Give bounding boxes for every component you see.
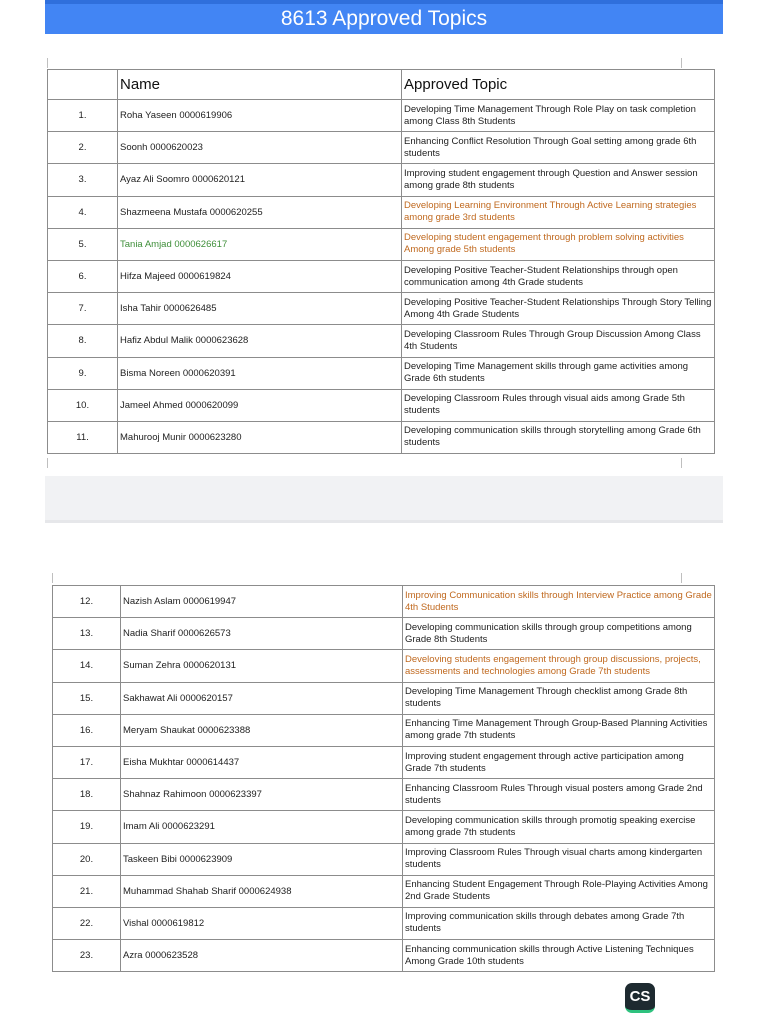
row-number: 13. xyxy=(53,618,121,650)
approved-topic: Enhancing Time Management Through Group-Based Planning Activities among grade 7th students xyxy=(403,714,715,746)
student-name: Soonh 0000620023 xyxy=(118,132,402,164)
student-name: Shazmeena Mustafa 0000620255 xyxy=(118,196,402,228)
row-number: 20. xyxy=(53,843,121,875)
corner-mark xyxy=(681,458,682,468)
table-row xyxy=(48,260,715,292)
approved-topic: Enhancing Student Engagement Through Role-Playing Activities Among 2nd Grade Students xyxy=(403,875,715,907)
table-row xyxy=(48,164,715,196)
table-row xyxy=(53,779,715,811)
table-row xyxy=(48,293,715,325)
approved-topic: Improving Communication skills through Interview Practice among Grade 4th Students xyxy=(403,586,715,618)
topics-table-page-1 xyxy=(47,69,715,454)
approved-topic: Enhancing Conflict Resolution Through Goal setting among grade 6th students xyxy=(402,132,715,164)
corner-mark xyxy=(681,573,682,583)
table-row xyxy=(48,196,715,228)
row-number: 14. xyxy=(53,650,121,682)
table-row xyxy=(53,940,715,972)
student-name: Mahurooj Munir 0000623280 xyxy=(118,421,402,453)
row-number: 9. xyxy=(48,357,118,389)
approved-topic: Developing communication skills through promotig speaking exercise among grade 7th students xyxy=(403,811,715,843)
student-name: Isha Tahir 0000626485 xyxy=(118,293,402,325)
student-name: Suman Zehra 0000620131 xyxy=(121,650,403,682)
row-number: 22. xyxy=(53,907,121,939)
row-number: 11. xyxy=(48,421,118,453)
row-number: 6. xyxy=(48,260,118,292)
approved-topic: Enhancing communication skills through Active Listening Techniques Among Grade 10th students xyxy=(403,940,715,972)
table-row xyxy=(48,228,715,260)
student-name: Jameel Ahmed 0000620099 xyxy=(118,389,402,421)
approved-topic: Improving communication skills through debates among Grade 7th students xyxy=(403,907,715,939)
table-row xyxy=(48,100,715,132)
row-number: 16. xyxy=(53,714,121,746)
corner-mark xyxy=(52,573,53,583)
table-row xyxy=(48,325,715,357)
document-title: 8613 Approved Topics xyxy=(45,0,723,34)
student-name: Taskeen Bibi 0000623909 xyxy=(121,843,403,875)
table-row xyxy=(53,811,715,843)
student-name: Bisma Noreen 0000620391 xyxy=(118,357,402,389)
approved-topic: Improving student engagement through Question and Answer session among grade 8th students xyxy=(402,164,715,196)
approved-topic: Improving Classroom Rules Through visual charts among kindergarten students xyxy=(403,843,715,875)
row-number: 15. xyxy=(53,682,121,714)
student-name: Vishal 0000619812 xyxy=(121,907,403,939)
approved-topic: Developing communication skills through storytelling among Grade 6th students xyxy=(402,421,715,453)
student-name: Imam Ali 0000623291 xyxy=(121,811,403,843)
row-number: 4. xyxy=(48,196,118,228)
corner-mark xyxy=(47,58,48,68)
student-name: Nadia Sharif 0000626573 xyxy=(121,618,403,650)
table-row xyxy=(48,421,715,453)
student-name: Tania Amjad 0000626617 xyxy=(118,228,402,260)
student-name: Hifza Majeed 0000619824 xyxy=(118,260,402,292)
row-number: 23. xyxy=(53,940,121,972)
approved-topic: Developing Positive Teacher-Student Relationships through open communication among 4th Grade students xyxy=(402,260,715,292)
row-number: 17. xyxy=(53,746,121,778)
student-name: Ayaz Ali Soomro 0000620121 xyxy=(118,164,402,196)
table-row xyxy=(53,714,715,746)
row-number: 1. xyxy=(48,100,118,132)
approved-topic: Developing student engagement through problem solving activities Among grade 5th students xyxy=(402,228,715,260)
student-name: Azra 0000623528 xyxy=(121,940,403,972)
page-gap xyxy=(45,476,723,522)
approved-topic: Developing Time Management Through checklist among Grade 8th students xyxy=(403,682,715,714)
student-name: Sakhawat Ali 0000620157 xyxy=(121,682,403,714)
approved-topic: Improving student engagement through active participation among Grade 7th students xyxy=(403,746,715,778)
student-name: Shahnaz Rahimoon 0000623397 xyxy=(121,779,403,811)
table-row xyxy=(53,746,715,778)
approved-topic: Enhancing Classroom Rules Through visual posters among Grade 2nd students xyxy=(403,779,715,811)
table-row xyxy=(53,682,715,714)
row-number: 2. xyxy=(48,132,118,164)
corner-mark xyxy=(681,58,682,68)
student-name: Muhammad Shahab Sharif 0000624938 xyxy=(121,875,403,907)
approved-topic: Developing Time Management Through Role Play on task completion among Class 8th Students xyxy=(402,100,715,132)
approved-topic: Developing Time Management skills through game activities among Grade 6th students xyxy=(402,357,715,389)
table-row xyxy=(53,907,715,939)
approved-topic: Developing Classroom Rules Through Group Discussion Among Class 4th Students xyxy=(402,325,715,357)
table-row xyxy=(53,875,715,907)
table-row xyxy=(48,389,715,421)
approved-topic: Develoving students engagement through group discussions, projects, assessments and technologies among Grade 7th students xyxy=(403,650,715,682)
row-number: 12. xyxy=(53,586,121,618)
header-topic: Approved Topic xyxy=(402,70,715,100)
header-number xyxy=(48,70,118,100)
student-name: Roha Yaseen 0000619906 xyxy=(118,100,402,132)
corner-mark xyxy=(47,458,48,468)
row-number: 10. xyxy=(48,389,118,421)
topics-table-page-2 xyxy=(52,585,715,972)
row-number: 18. xyxy=(53,779,121,811)
table-row xyxy=(53,586,715,618)
row-number: 3. xyxy=(48,164,118,196)
approved-topic: Developing Positive Teacher-Student Relationships Through Story Telling Among 4th Grade Students xyxy=(402,293,715,325)
table-row xyxy=(48,132,715,164)
student-name: Nazish Aslam 0000619947 xyxy=(121,586,403,618)
camscanner-logo: CS xyxy=(625,983,655,1013)
row-number: 7. xyxy=(48,293,118,325)
student-name: Eisha Mukhtar 0000614437 xyxy=(121,746,403,778)
header-name: Name xyxy=(118,70,402,100)
row-number: 19. xyxy=(53,811,121,843)
approved-topic: Developing communication skills through group competitions among Grade 8th Students xyxy=(403,618,715,650)
row-number: 8. xyxy=(48,325,118,357)
student-name: Hafiz Abdul Malik 0000623628 xyxy=(118,325,402,357)
table-row xyxy=(53,650,715,682)
approved-topic: Developing Classroom Rules through visual aids among Grade 5th students xyxy=(402,389,715,421)
row-number: 5. xyxy=(48,228,118,260)
student-name: Meryam Shaukat 0000623388 xyxy=(121,714,403,746)
approved-topic: Developing Learning Environment Through Active Learning strategies among grade 3rd students xyxy=(402,196,715,228)
table-row xyxy=(53,618,715,650)
table-row xyxy=(48,357,715,389)
row-number: 21. xyxy=(53,875,121,907)
table-header-row xyxy=(48,70,715,100)
table-row xyxy=(53,843,715,875)
